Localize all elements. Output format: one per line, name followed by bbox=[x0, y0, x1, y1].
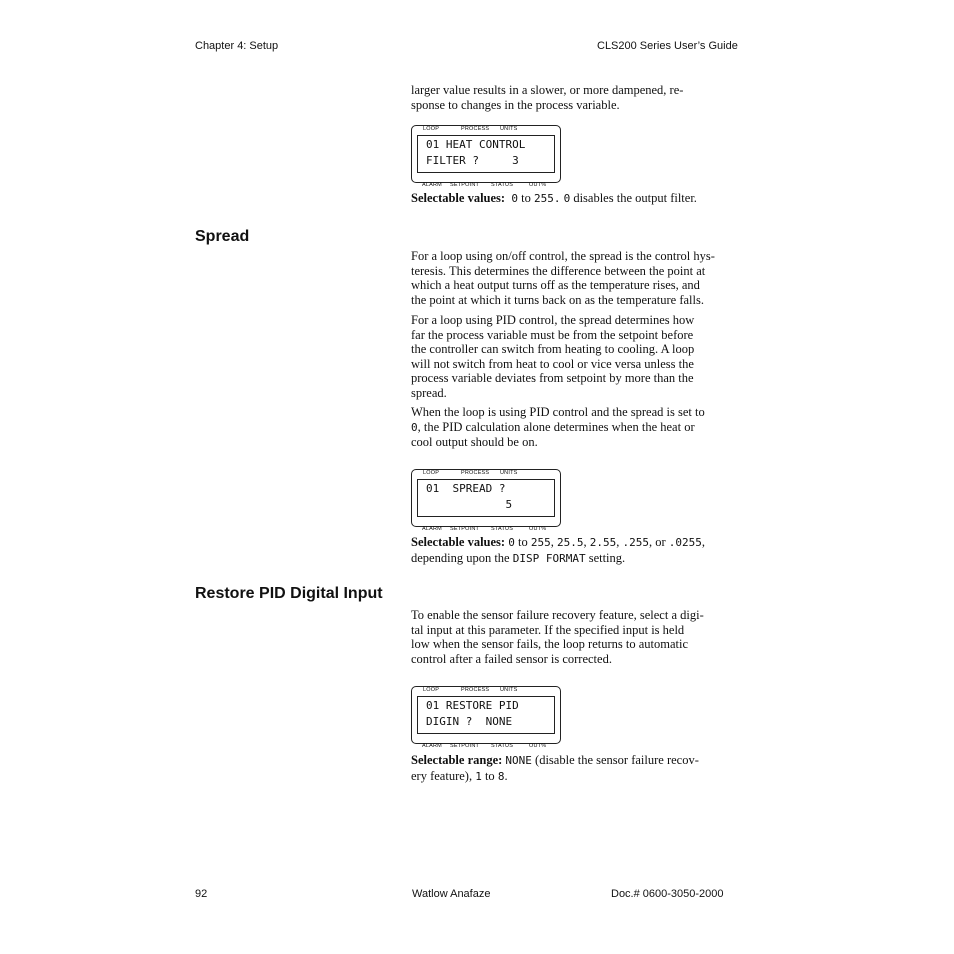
header-chapter: Chapter 4: Setup bbox=[195, 40, 279, 52]
filter-selectable-values: Selectable values: 0 to 255. 0 disables the output filter. bbox=[411, 191, 697, 205]
lcd-display-restore-pid: LOOP PROCESS UNITS 01 RESTORE PID DIGIN ? NONE ALARM SETPOINT STATUS OUT% bbox=[411, 686, 561, 744]
spread-selectable-values: Selectable values: 0 to 255, 25.5, 2.55, .255, or .0255, depending upon the DISP FORMAT setting. bbox=[411, 535, 705, 565]
footer-company: Watlow Anafaze bbox=[412, 888, 491, 900]
lcd-line-1: 01 RESTORE PID bbox=[426, 699, 519, 712]
intro-paragraph: larger value results in a slower, or more dampened, re- sponse to changes in the process variable. bbox=[411, 83, 684, 112]
restore-selectable-range: Selectable range: NONE (disable the sensor failure recov- ery feature), 1 to 8. bbox=[411, 753, 699, 783]
lcd-line-1: 01 HEAT CONTROL bbox=[426, 138, 526, 151]
lcd-line-1: 01 SPREAD ? bbox=[426, 482, 506, 495]
spread-paragraph-3: When the loop is using PID control and the spread is set to 0, the PID calculation alone determines when the heat or cool output should be on. bbox=[411, 405, 705, 449]
lcd-display-spread: LOOP PROCESS UNITS 01 SPREAD ? 5 ALARM SETPOINT STATUS OUT% bbox=[411, 469, 561, 527]
lcd-screen bbox=[417, 479, 555, 517]
header-guide-title: CLS200 Series User’s Guide bbox=[597, 40, 738, 52]
lcd-line-2: FILTER ? 3 bbox=[426, 154, 519, 167]
spread-paragraph-2: For a loop using PID control, the spread determines how far the process variable must be from the setpoint before the controller can switch from heating to cooling. A loop will not switch from heat to cool or vice versa unless the process variable deviates from setpoint by more than the spread. bbox=[411, 313, 695, 400]
heading-restore-pid-digital-input: Restore PID Digital Input bbox=[195, 585, 383, 602]
footer-doc-number: Doc.# 0600-3050-2000 bbox=[611, 888, 724, 900]
heading-spread: Spread bbox=[195, 228, 250, 245]
spread-paragraph-1: For a loop using on/off control, the spread is the control hys- teresis. This determines the difference between the point at which a heat output turns off as the temperature rises, and the point at which it turns back on as the temperature falls. bbox=[411, 249, 715, 307]
lcd-line-2: DIGIN ? NONE bbox=[426, 715, 513, 728]
lcd-screen bbox=[417, 696, 555, 734]
lcd-line-2: 5 bbox=[426, 498, 513, 511]
lcd-screen bbox=[417, 135, 555, 173]
footer-page-number: 92 bbox=[195, 888, 208, 900]
restore-paragraph: To enable the sensor failure recovery feature, select a digi- tal input at this parameter. If the specified input is held low when the sensor fails, the loop returns to automatic control after a failed sensor is corrected. bbox=[411, 608, 704, 666]
lcd-display-filter: LOOP PROCESS UNITS 01 HEAT CONTROL FILTER ? 3 ALARM SETPOINT STATUS OUT% bbox=[411, 125, 561, 183]
